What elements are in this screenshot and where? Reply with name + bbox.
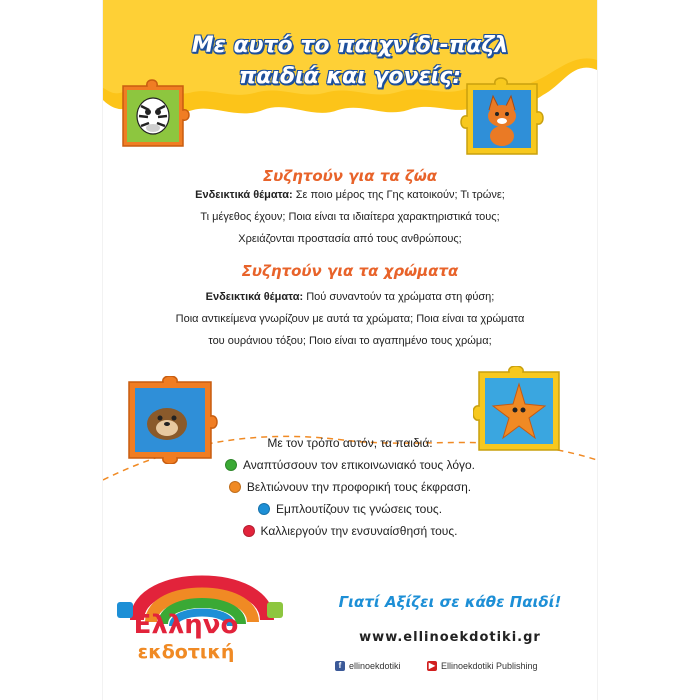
benefits-intro: Με τον τρόπο αυτόν, τα παιδιά: — [267, 436, 433, 450]
animals-heading: Συζητούν για τα ζώα — [262, 167, 438, 185]
benefit-text: Βελτιώνουν την προφορική τους έκφραση. — [246, 480, 472, 494]
benefit-text: Αναπτύσσουν τον επικοινωνιακό τους λόγο. — [242, 458, 475, 472]
animals-label: Ενδεικτικά θέματα: — [195, 189, 293, 201]
animals-paragraph — [143, 184, 557, 250]
youtube-label: Ellinoekdotiki Publishing — [441, 661, 538, 671]
poster-page — [103, 0, 597, 700]
bullet-dot-icon — [258, 503, 270, 515]
logo-line1: Ελληνο — [133, 610, 239, 640]
benefits-list — [103, 432, 597, 542]
facebook-link[interactable] — [335, 661, 401, 671]
zebra-puzzle-piece-icon — [117, 76, 197, 156]
animals-line3: Χρειάζονται προστασία από τους ανθρώπους; — [238, 233, 462, 245]
header-title-line1: Με αυτό το παιχνίδι-παζλ — [191, 33, 509, 58]
youtube-icon: ▶ — [428, 661, 436, 670]
benefit-item — [103, 520, 597, 542]
bullet-dot-icon — [243, 525, 255, 537]
colors-paragraph — [143, 286, 557, 352]
bullet-dot-icon — [229, 481, 241, 493]
facebook-label: ellinoekdotiki — [349, 661, 401, 671]
colors-line2: Ποια αντικείμενα γνωρίζουν με αυτά τα χρώματα; Ποια είναι τα χρώματα — [175, 313, 525, 325]
logo-line2: εκδοτική — [137, 641, 235, 663]
fox-puzzle-piece-icon — [459, 76, 545, 162]
animals-line2: Τι μέγεθος έχουν; Ποια είναι τα ιδιαίτερα χαρακτηριστικά τους; — [200, 211, 500, 223]
website-link[interactable]: www.ellinoekdotiki.gr — [359, 630, 541, 645]
benefit-text: Καλλιεργούν την ενσυναίσθησή τους. — [260, 524, 458, 538]
facebook-icon: f — [335, 661, 345, 671]
logo-wordmark — [111, 610, 261, 640]
colors-line3: του ουράνιου τόξου; Ποιο είναι το αγαπημένο τους χρώμα; — [208, 335, 492, 347]
colors-label: Ενδεικτικά θέματα: — [205, 291, 304, 303]
bullet-dot-icon — [225, 459, 237, 471]
colors-line1: Πού συναντούν τα χρώματα στη φύση; — [303, 291, 495, 303]
youtube-link[interactable] — [427, 661, 538, 671]
animals-line1: Σε ποιο μέρος της Γης κατοικούν; Τι τρώνε; — [292, 189, 505, 201]
benefit-item — [103, 476, 597, 498]
benefit-text: Εμπλουτίζουν τις γνώσεις τους. — [275, 502, 443, 516]
benefit-item — [103, 454, 597, 476]
colors-heading: Συζητούν για τα χρώματα — [241, 262, 459, 280]
tagline: Γιατί Αξίζει σε κάθε Παιδί! — [338, 593, 562, 611]
header-title-line2: παιδιά και γονείς: — [238, 64, 462, 89]
benefit-item — [103, 498, 597, 520]
